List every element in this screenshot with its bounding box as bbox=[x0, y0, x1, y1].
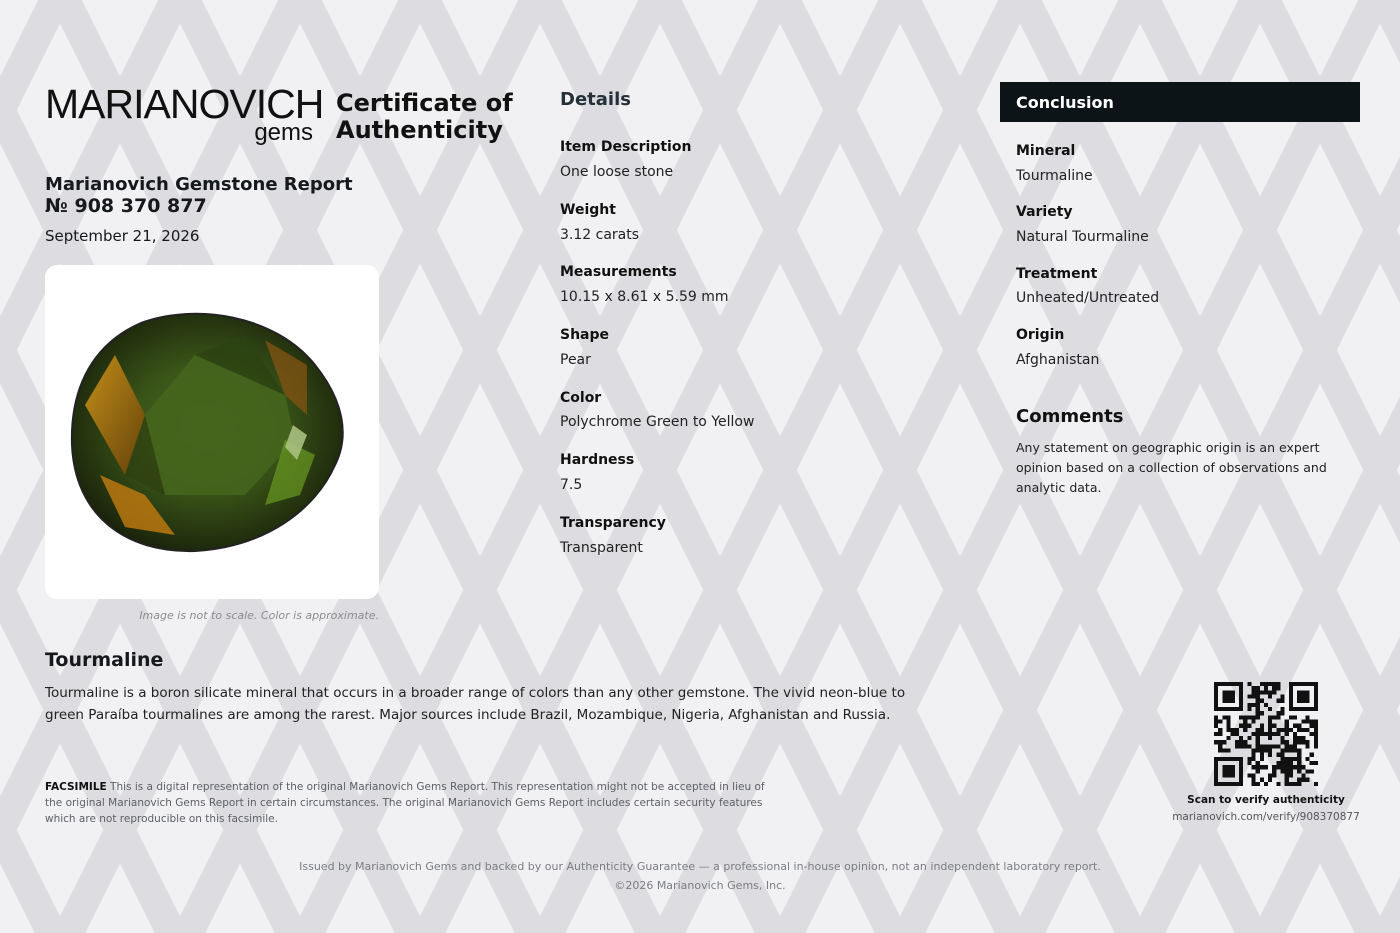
detail-value-color: Polychrome Green to Yellow bbox=[560, 414, 755, 430]
gem-description: Tourmaline is a boron silicate mineral that occurs in a broader range of colors than any other gemstone. The vivid neon-blue to green Paraíba tourmalines are among the rarest. Major sources include Brazil, Mozambique, Nigeria, Afghanistan and Russia. bbox=[45, 685, 906, 723]
brand-name: MARIANOVICH bbox=[45, 81, 324, 127]
comments-text: Any statement on geographic origin is an expert opinion based on a collection of observations and analytic data. bbox=[1016, 440, 1327, 495]
report-number: № 908 370 877 bbox=[45, 195, 207, 217]
verify-url-link[interactable]: marianovich.com/verify/908370877 bbox=[1172, 811, 1360, 823]
photo-caption: Image is not to scale. Color is approximate. bbox=[139, 609, 379, 622]
conclusion-label-mineral: Mineral bbox=[1016, 143, 1076, 159]
footer-guarantee: Issued by Marianovich Gems and backed by our Authenticity Guarantee — a professional in-house opinion, not an independent laboratory report. bbox=[299, 860, 1101, 873]
conclusion-value-treatment: Unheated/Untreated bbox=[1016, 290, 1160, 306]
conclusion-header bbox=[1000, 82, 1360, 122]
report-date: September 21, 2026 bbox=[45, 227, 200, 245]
conclusion-title: Conclusion bbox=[1016, 93, 1114, 112]
brand-sub: gems bbox=[254, 119, 313, 146]
conclusion-label-origin: Origin bbox=[1016, 327, 1065, 343]
qr-caption: Scan to verify authenticity bbox=[1187, 794, 1345, 806]
detail-label-measurements: Measurements bbox=[560, 264, 677, 280]
facsimile-text: This is a digital representation of the original Marianovich Gems Report. This representation might not be accepted in lieu of the original Marianovich Gems Report in certain circumstances. The original Marianovich Gems Report includes certain security features which are not reproducible on this facsimile. bbox=[45, 781, 765, 825]
gemstone-image bbox=[45, 265, 379, 599]
detail-value-transparency: Transparent bbox=[560, 540, 643, 556]
report-title: Marianovich Gemstone Report bbox=[45, 174, 353, 195]
qr-code-icon[interactable] bbox=[1214, 682, 1318, 786]
detail-label-weight: Weight bbox=[560, 202, 616, 218]
comments-heading: Comments bbox=[1016, 406, 1124, 427]
footer-copyright: ©2026 Marianovich Gems, Inc. bbox=[614, 879, 786, 892]
detail-value-item-description: One loose stone bbox=[560, 164, 674, 180]
conclusion-value-mineral: Tourmaline bbox=[1016, 168, 1093, 184]
conclusion-label-variety: Variety bbox=[1016, 204, 1073, 220]
certificate-title: Certificate of Authenticity bbox=[336, 89, 513, 144]
detail-value-hardness: 7.5 bbox=[560, 477, 583, 493]
detail-value-weight: 3.12 carats bbox=[560, 227, 640, 243]
conclusion-label-treatment: Treatment bbox=[1016, 266, 1098, 282]
detail-label-item-description: Item Description bbox=[560, 139, 692, 155]
gem-photo bbox=[45, 265, 379, 599]
gem-name: Tourmaline bbox=[45, 649, 164, 671]
detail-label-hardness: Hardness bbox=[560, 452, 635, 468]
detail-label-color: Color bbox=[560, 390, 602, 406]
detail-label-shape: Shape bbox=[560, 327, 610, 343]
detail-value-shape: Pear bbox=[560, 352, 591, 368]
details-heading: Details bbox=[560, 89, 631, 110]
detail-value-measurements: 10.15 x 8.61 x 5.59 mm bbox=[560, 289, 729, 305]
facsimile-notice bbox=[45, 779, 785, 827]
facsimile-label: FACSIMILE bbox=[45, 781, 107, 793]
detail-label-transparency: Transparency bbox=[560, 515, 666, 531]
conclusion-value-origin: Afghanistan bbox=[1016, 352, 1100, 368]
brand-logo bbox=[45, 81, 324, 152]
conclusion-value-variety: Natural Tourmaline bbox=[1016, 229, 1149, 245]
